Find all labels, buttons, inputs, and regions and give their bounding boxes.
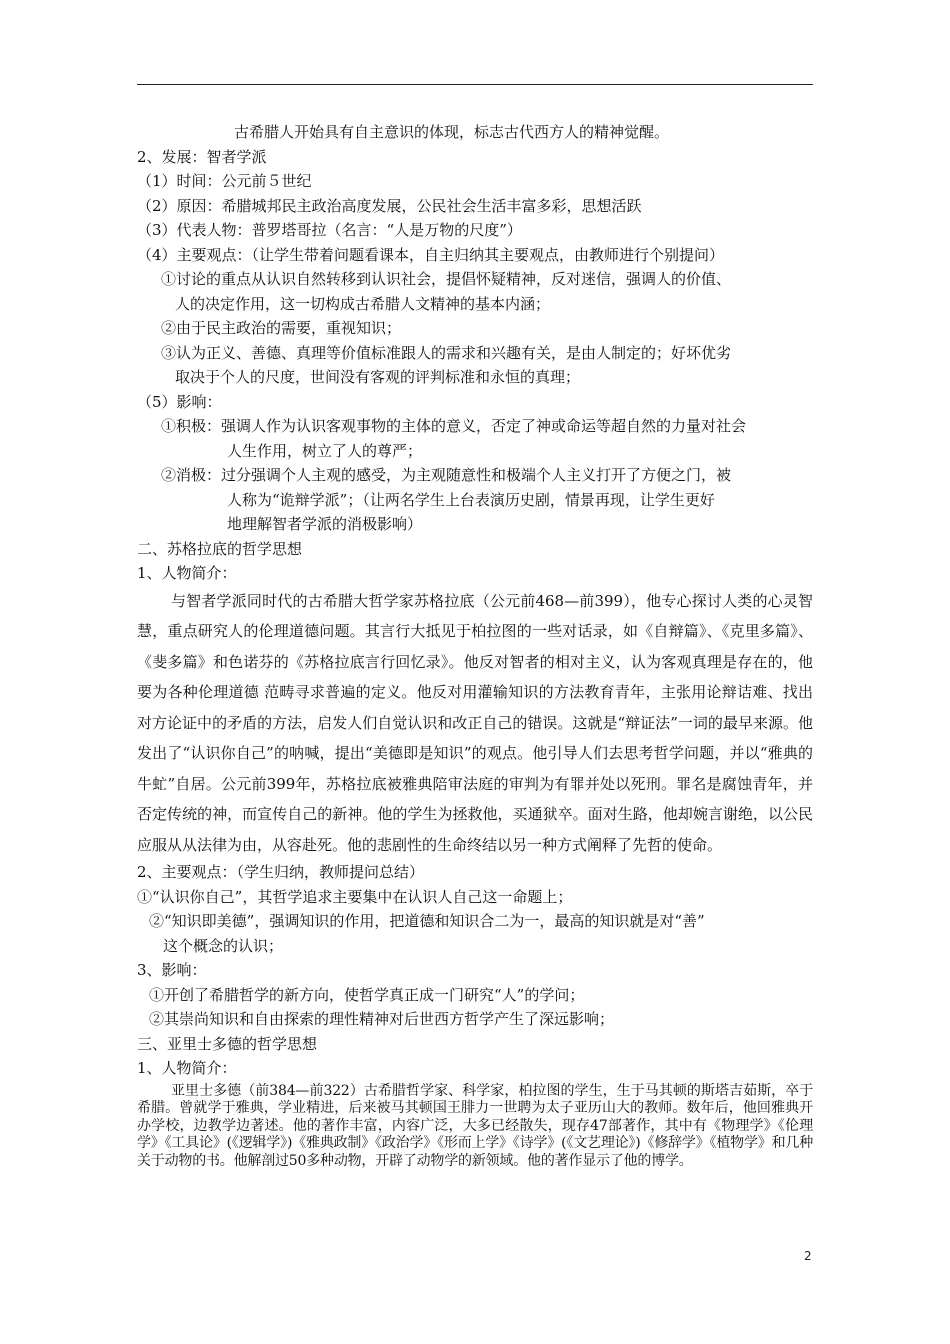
section-heading: 二、苏格拉底的哲学思想 — [137, 539, 303, 558]
subsection-heading: 1、人物简介： — [137, 1059, 237, 1077]
subsection-heading: 2、主要观点：（学生归纳，教师提问总结） — [137, 863, 425, 881]
list-item: ①开创了希腊哲学的新方向，使哲学真正成一门研究“人”的学问； — [149, 985, 585, 1004]
paragraph-aristotle-bio: 亚里士多德（前384—前322）古希腊哲学家、科学家，柏拉图的学生，生于马其顿的斯塔吉茹斯，卒于希腊。曾就学于雅典，学业精进，后来被马其顿国王腓力一世聘为太子亚历山大的教师。数年后，他回雅典开办学校，边教学边著述。他的著作丰富，内容广泛，大多已经散失，现存47部著作，其中有《物理学》《伦理学》《工具论》(《逻辑学》)《雅典政制》《政治学》《形而上学》《诗学》(《文艺理论》)《修辞学》《植物学》和几种关于动物的书。他解剖过50多种动物，开辟了动物学的新领域。他的著作显示了他的博学。 — [137, 1082, 813, 1169]
text-line: （3）代表人物：普罗塔哥拉（名言：“人是万物的尺度”） — [137, 221, 522, 239]
list-item: ②消极：过分强调个人主观的感受，为主观随意性和极端个人主义打开了方便之门，被 — [161, 466, 732, 484]
text-line: （2）原因：希腊城邦民主政治高度发展，公民社会生活丰富多彩，思想活跃 — [137, 196, 642, 215]
subsection-heading: 3、影响： — [137, 961, 207, 979]
text-line: （4）主要观点：（让学生带着问题看课本，自主归纳其主要观点，由教师进行个别提问） — [137, 245, 725, 264]
list-item-continuation: 人的决定作用，这一切构成古希腊人文精神的基本内涵； — [175, 294, 551, 313]
list-item-continuation: 这个概念的认识； — [163, 936, 284, 955]
text-line: （1）时间：公元前５世纪 — [137, 172, 312, 190]
list-item-continuation: 人称为“诡辩学派”；（让两名学生上台表演历史剧，情景再现，让学生更好 — [227, 490, 715, 509]
page-number: 2 — [804, 1249, 812, 1263]
list-item: ①“认识你自己”，其哲学追求主要集中在认识人自己这一命题上； — [137, 887, 573, 906]
section-heading: 三、亚里士多德的哲学思想 — [137, 1034, 318, 1053]
section-heading: 2、发展：智者学派 — [137, 147, 267, 166]
list-item-continuation: 取决于个人的尺度，世间没有客观的评判标准和永恒的真理； — [175, 368, 581, 386]
paragraph-socrates-bio: 与智者学派同时代的古希腊大哲学家苏格拉底（公元前468—前399），他专心探讨人类的心灵智慧，重点研究人的伦理道德问题。其言行大抵见于柏拉图的一些对话录，如《自辩篇》、《克里多篇》、《斐多篇》和色诺芬的《苏格拉底言行回忆录》。他反对智者的相对主义，认为客观真理是存在的，他要为各种伦理道德 范畴寻求普遍的定义。他反对用灌输知识的方法教育青年，主张用论辩诘难、找出对方论证中的矛盾的方法，启发人们自觉认识和改正自己的错误。这就是“辩证法”一词的最早来源。他发出了“认识你自己”的呐喊，提出“美德即是知识”的观点。他引导人们去思考哲学问题，并以“雅典的牛虻”自居。公元前399年，苏格拉底被雅典陪审法庭的审判为有罪并处以死刑。罪名是腐蚀青年，并否定传统的神，而宣传自己的新神。他的学生为拯救他，买通狱卒。面对生路，他却婉言谢绝，以公民应服从从法律为由，从容赴死。他的悲剧性的生命终结以另一种方式阐释了先哲的使命。 — [137, 591, 813, 854]
document-body — [137, 120, 813, 1170]
list-item: ②“知识即美德”，强调知识的作用，把道德和知识合二为一，最高的知识就是对“善” — [149, 912, 705, 930]
list-item: ①积极：强调人作为认识客观事物的主体的意义，否定了神或命运等超自然的力量对社会 — [161, 417, 747, 435]
subsection-heading: 1、人物简介： — [137, 564, 237, 582]
list-item: ②由于民主政治的需要，重视知识； — [161, 319, 402, 337]
text-line: 古希腊人开始具有自主意识的体现，标志古代西方人的精神觉醒。 — [234, 123, 670, 141]
list-item: ①讨论的重点从认识自然转移到认识社会，提倡怀疑精神，反对迷信，强调人的价值、 — [161, 270, 732, 288]
list-item-continuation: 人生作用，树立了人的尊严； — [227, 441, 423, 460]
header-rule — [137, 84, 813, 85]
text-line: （5）影响： — [137, 392, 222, 411]
list-item-continuation: 地理解智者学派的消极影响） — [227, 515, 423, 533]
list-item: ③认为正义、善德、真理等价值标准跟人的需求和兴趣有关，是由人制定的；好坏优劣 — [161, 343, 732, 362]
list-item: ②其崇尚知识和自由探索的理性精神对后世西方哲学产生了深远影响； — [149, 1010, 615, 1028]
